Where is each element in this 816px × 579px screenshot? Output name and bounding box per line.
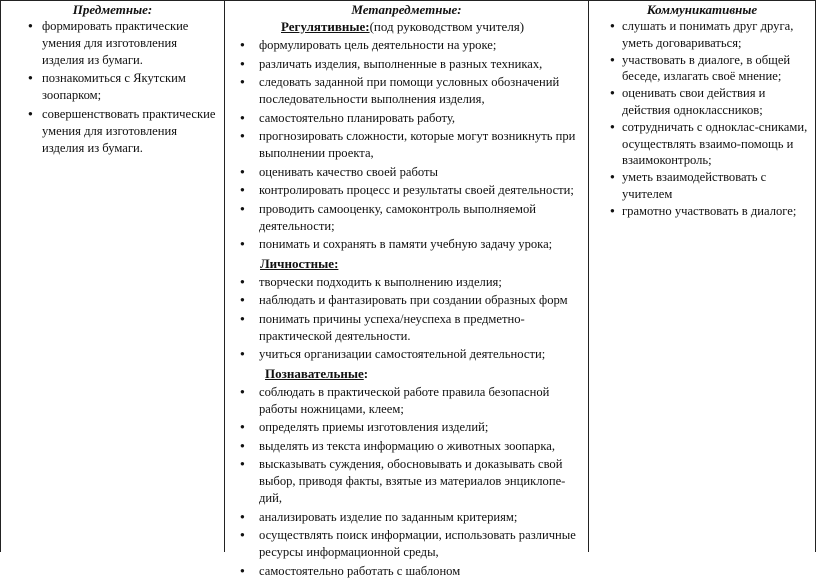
list-item-text: наблюдать и фантазировать при создании образных форм bbox=[259, 293, 568, 308]
personal-list bbox=[225, 274, 588, 363]
list-item bbox=[225, 74, 588, 108]
list-item bbox=[225, 110, 588, 127]
bullet-icon: ● bbox=[240, 459, 245, 469]
list-item bbox=[1, 106, 224, 156]
bullet-icon: ● bbox=[240, 40, 245, 49]
list-item bbox=[225, 128, 588, 162]
list-item-text: творчески подходить к выполнению изделия; bbox=[259, 274, 502, 289]
bullet-icon: ● bbox=[240, 166, 245, 176]
section-cognitive-heading bbox=[225, 365, 588, 383]
list-item bbox=[225, 201, 588, 235]
section-personal-heading bbox=[225, 255, 588, 273]
bullet-icon: ● bbox=[240, 276, 245, 286]
list-item-text: самостоятельно планировать работу, bbox=[259, 110, 456, 125]
bullet-icon: ● bbox=[610, 205, 615, 215]
bullet-icon: ● bbox=[240, 440, 245, 450]
list-item bbox=[225, 438, 588, 455]
list-item bbox=[225, 236, 588, 253]
bullet-icon: ● bbox=[240, 203, 245, 213]
list-item bbox=[225, 346, 588, 363]
list-item-text: контролировать процесс и результаты своей деятельности; bbox=[259, 183, 574, 198]
cognitive-list bbox=[225, 384, 588, 579]
column-metasubject bbox=[225, 1, 589, 578]
list-item-text: осуществлять поиск информации, использовать различные ресурсы информационной среды, bbox=[259, 528, 576, 560]
column-header-metasubject: Метапредметные: bbox=[351, 2, 462, 17]
bullet-icon: ● bbox=[28, 73, 33, 83]
section-title-regulatory: Регулятивные: bbox=[281, 19, 370, 34]
column-subject bbox=[1, 1, 225, 552]
list-item bbox=[225, 456, 588, 506]
list-item bbox=[225, 164, 588, 181]
bullet-icon: ● bbox=[240, 185, 245, 195]
communicative-list bbox=[589, 18, 815, 220]
list-item bbox=[589, 85, 815, 119]
section-title-cognitive: Познавательные bbox=[265, 365, 364, 381]
bullet-icon: ● bbox=[28, 21, 33, 30]
section-colon-cognitive: : bbox=[363, 365, 369, 381]
list-item-text: грамотно участвовать в диалоге; bbox=[622, 203, 797, 218]
bullet-icon: ● bbox=[240, 349, 245, 359]
list-item-text: участвовать в диалоге, в общей беседе, излагать своё мнение; bbox=[622, 52, 791, 84]
list-item-text: соблюдать в практической работе правила безопасной работы ножницами, клеем; bbox=[259, 384, 550, 416]
list-item-text: анализировать изделие по заданным критериям; bbox=[259, 509, 518, 524]
list-item-text: познакомиться с Якутским зоопарком; bbox=[42, 71, 186, 103]
list-item-text: следовать заданной при помощи условных обозначений последовательности выполнения изделия, bbox=[259, 75, 560, 106]
bullet-icon: ● bbox=[240, 295, 245, 305]
column-header-communicative: Коммуникативные bbox=[646, 2, 758, 17]
list-item-text: самостоятельно работать с шаблоном bbox=[259, 563, 461, 578]
list-item-text: оценивать свои действия и действия одноклассников; bbox=[622, 86, 766, 117]
list-item bbox=[225, 563, 588, 579]
list-item bbox=[589, 119, 815, 169]
column-header-subject: Предметные: bbox=[72, 2, 153, 17]
subject-list bbox=[1, 18, 224, 156]
bullet-icon: ● bbox=[610, 88, 615, 98]
list-item bbox=[225, 292, 588, 309]
section-note-regulatory: (под руководством учителя) bbox=[369, 19, 525, 34]
list-item-text: уметь взаимодействовать с учителем bbox=[622, 170, 767, 201]
list-item-text: высказывать суждения, обосновывать и доказывать свой выбор, приводя факты, взятые из материалов энциклопе-дий, bbox=[259, 457, 566, 506]
list-item bbox=[589, 169, 815, 203]
bullet-icon: ● bbox=[610, 172, 615, 182]
list-item-text: прогнозировать сложности, которые могут возникнуть при выполнении проекта, bbox=[259, 129, 576, 160]
list-item-text: проводить самооценку, самоконтроль выполняемой деятельности; bbox=[259, 201, 536, 233]
list-item-text: определять приемы изготовления изделий; bbox=[259, 420, 489, 435]
list-item bbox=[225, 274, 588, 291]
list-item-text: выделять из текста информацию о животных зоопарка, bbox=[259, 438, 555, 453]
list-item-text: учиться организации самостоятельной деятельности; bbox=[259, 347, 546, 362]
bullet-icon: ● bbox=[240, 112, 245, 122]
list-item-text: сотрудничать с одноклас-сниками, осуществлять взаимо-помощь и взаимоконтроль; bbox=[622, 119, 808, 168]
bullet-icon: ● bbox=[610, 21, 615, 30]
list-item-text: совершенствовать практические умения для изготовления изделия из бумаги. bbox=[42, 106, 216, 155]
bullet-icon: ● bbox=[240, 386, 245, 396]
list-item-text: формировать практические умения для изготовления изделия из бумаги. bbox=[42, 19, 189, 67]
bullet-icon: ● bbox=[240, 131, 245, 141]
bullet-icon: ● bbox=[240, 511, 245, 521]
list-item-text: понимать и сохранять в памяти учебную задачу урока; bbox=[259, 237, 553, 252]
bullet-icon: ● bbox=[240, 530, 245, 540]
list-item bbox=[225, 311, 588, 345]
bullet-icon: ● bbox=[610, 121, 615, 131]
list-item bbox=[1, 18, 224, 68]
section-regulatory-heading bbox=[225, 18, 588, 36]
list-item bbox=[225, 384, 588, 418]
bullet-icon: ● bbox=[240, 313, 245, 323]
list-item bbox=[225, 37, 588, 54]
list-item bbox=[225, 56, 588, 73]
list-item-text: понимать причины успеха/неуспеха в предметно-практической деятельности. bbox=[259, 311, 525, 343]
list-item bbox=[225, 182, 588, 199]
list-item-text: формулировать цель деятельности на уроке; bbox=[259, 38, 497, 52]
bullet-icon: ● bbox=[240, 239, 245, 249]
column-communicative bbox=[589, 1, 816, 552]
list-item bbox=[589, 18, 815, 52]
list-item-text: слушать и понимать друг друга, уметь договариваться; bbox=[622, 19, 794, 50]
list-item-text: различать изделия, выполненные в разных техниках, bbox=[259, 56, 543, 71]
list-item bbox=[225, 509, 588, 526]
list-item bbox=[589, 52, 815, 86]
list-item-text: оценивать качество своей работы bbox=[259, 164, 438, 179]
bullet-icon: ● bbox=[240, 77, 245, 87]
bullet-icon: ● bbox=[240, 422, 245, 432]
list-item bbox=[225, 419, 588, 436]
list-item bbox=[225, 527, 588, 561]
section-title-personal: Личностные: bbox=[260, 255, 339, 271]
bullet-icon: ● bbox=[28, 108, 33, 118]
regulatory-list bbox=[225, 37, 588, 253]
bullet-icon: ● bbox=[240, 58, 245, 68]
bullet-icon: ● bbox=[610, 54, 615, 64]
bullet-icon: ● bbox=[240, 565, 245, 575]
list-item bbox=[1, 70, 224, 104]
list-item bbox=[589, 203, 815, 220]
